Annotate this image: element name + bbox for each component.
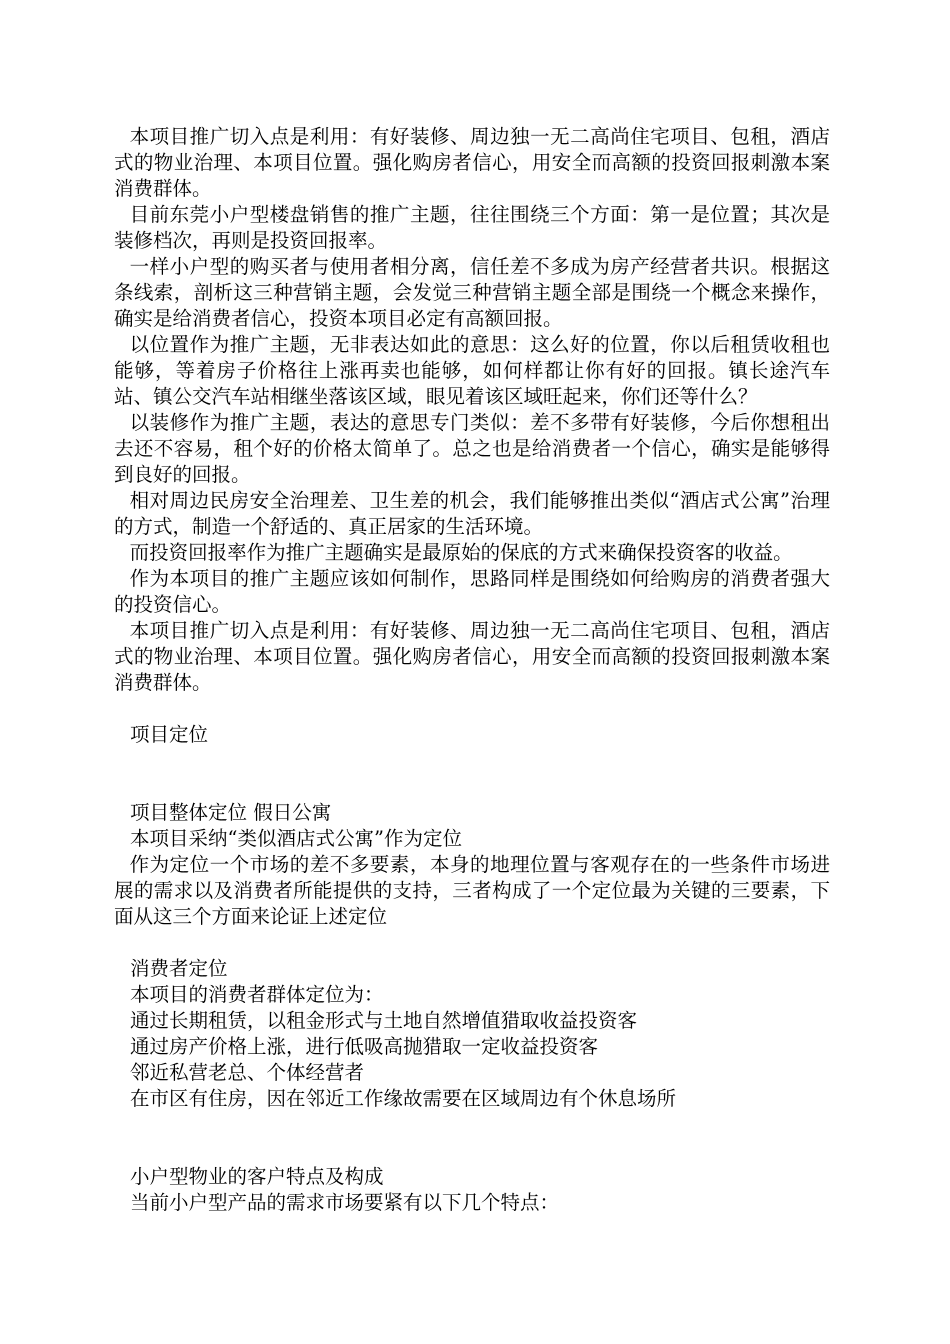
positioning-explanation: 作为定位一个市场的差不多要素，本身的地理位置与客观存在的一些条件市场进展的需求以及消费者所能提供的支持，三者构成了一个定位最为关键的三要素，下面从这三个方面来论证上述定位 bbox=[114, 853, 830, 928]
paragraph: 而投资回报率作为推广主题确实是最原始的保底的方式来确保投资客的收益。 bbox=[129, 541, 793, 564]
paragraph: 一样小户型的购买者与使用者相分离，信任差不多成为房产经营者共识。根据这条线索，剖析这三种营销主题，会发觉三种营销主题全部是围绕一个概念来操作，确实是给消费者信心，投资本项目必定有高额回报。 bbox=[114, 255, 830, 330]
list-item: 通过房产价格上涨，进行低吸高抛猎取一定收益投资客 bbox=[130, 1035, 599, 1058]
section-title-customer: 小户型物业的客户特点及构成 bbox=[130, 1165, 384, 1188]
consumer-intro: 本项目的消费者群体定位为： bbox=[130, 983, 384, 1006]
section-title-positioning: 项目定位 bbox=[130, 723, 209, 746]
paragraph: 以装修作为推广主题，表达的意思专门类似：差不多带有好装修，今后你想租出去还不容易，租个好的价格太简单了。总之也是给消费者一个信心，确实是能够得到良好的回报。 bbox=[114, 411, 830, 486]
paragraph: 相对周边民房安全治理差、卫生差的机会，我们能够推出类似“酒店式公寓”治理的方式，制造一个舒适的、真正居家的生活环境。 bbox=[114, 489, 830, 538]
list-item: 邻近私营老总、个体经营者 bbox=[130, 1061, 365, 1084]
paragraph: 以位置作为推广主题，无非表达如此的意思：这么好的位置，你以后租赁收租也能够，等着房子价格往上涨再卖也能够，如何样都让你有好的回报。镇长途汽车站、镇公交汽车站相继坐落该区域，眼见着该区域旺起来，你们还等什么？ bbox=[114, 333, 830, 408]
spacer bbox=[114, 930, 830, 956]
spacer bbox=[114, 1112, 830, 1164]
list-item: 在市区有住房，因在邻近工作缘故需要在区域周边有个休息场所 bbox=[130, 1087, 677, 1110]
section-title-consumer: 消费者定位 bbox=[130, 957, 228, 980]
paragraph: 本项目推广切入点是利用：有好装修、周边独一无二高尚住宅项目、包租，酒店式的物业治理、本项目位置。强化购房者信心，用安全而高额的投资回报刺激本案消费群体。 bbox=[114, 125, 830, 200]
customer-intro: 当前小户型产品的需求市场要紧有以下几个特点： bbox=[130, 1191, 560, 1214]
spacer bbox=[114, 748, 830, 800]
positioning-adopt: 本项目采纳“类似酒店式公寓”作为定位 bbox=[130, 827, 462, 850]
document-page bbox=[114, 124, 830, 1216]
paragraph: 本项目推广切入点是利用：有好装修、周边独一无二高尚住宅项目、包租，酒店式的物业治理、本项目位置。强化购房者信心，用安全而高额的投资回报刺激本案消费群体。 bbox=[114, 619, 830, 694]
list-item: 通过长期租赁，以租金形式与土地自然增值猎取收益投资客 bbox=[130, 1009, 638, 1032]
spacer bbox=[114, 696, 830, 722]
overall-positioning: 项目整体定位 假日公寓 bbox=[130, 801, 332, 824]
paragraph: 目前东莞小户型楼盘销售的推广主题，往往围绕三个方面：第一是位置；其次是装修档次，再则是投资回报率。 bbox=[114, 203, 830, 252]
paragraph: 作为本项目的推广主题应该如何制作，思路同样是围绕如何给购房的消费者强大的投资信心。 bbox=[114, 567, 830, 616]
